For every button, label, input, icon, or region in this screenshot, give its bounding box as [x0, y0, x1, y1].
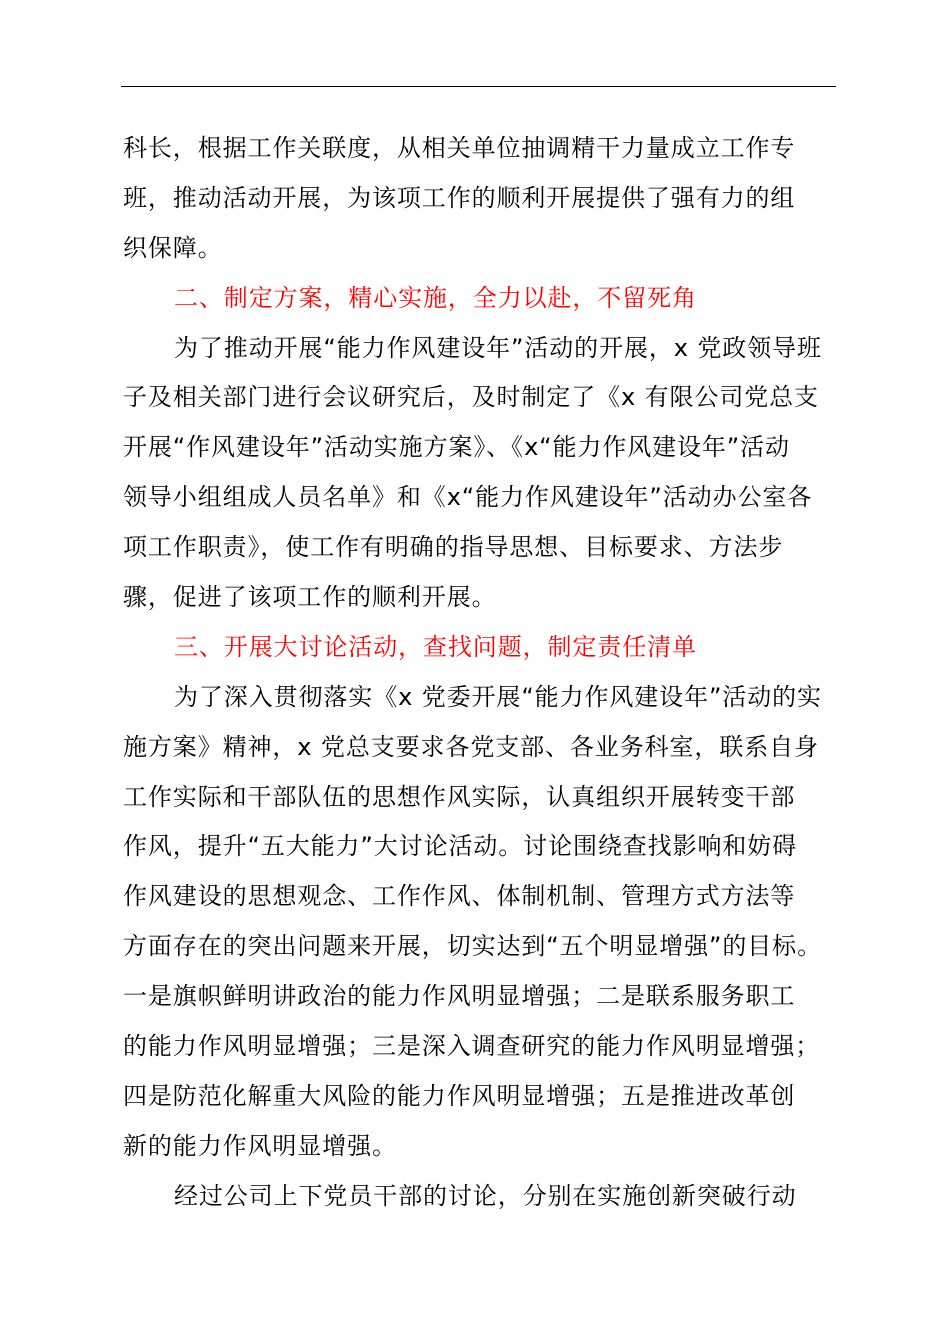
- body-paragraph: [123, 324, 863, 623]
- paragraph-line: 工作实际和干部队伍的思想作风实际，认真组织开展转变干部: [123, 782, 796, 811]
- heading-text: 三、开展大讨论活动，查找问题，制定责任清单: [174, 632, 697, 661]
- paragraph-line: 项工作职责》，使工作有明确的指导思想、目标要求、方法步: [123, 533, 784, 562]
- paragraph-line: 领导小组组成人员名单》和《x“能力作风建设年”活动办公室各: [123, 483, 813, 512]
- paragraph-line: 骤，促进了该项工作的顺利开展。: [123, 583, 497, 612]
- paragraph-line: 班，推动活动开展，为该项工作的顺利开展提供了强有力的组: [123, 183, 796, 212]
- paragraph-line: 作风建设的思想观念、工作作风、体制机制、管理方式方法等: [123, 882, 796, 911]
- section-heading: [123, 623, 863, 673]
- body-paragraph: [123, 124, 863, 274]
- paragraph-line: 织保障。: [123, 233, 223, 262]
- paragraph-line: 新的能力作风明显增强。: [123, 1131, 397, 1160]
- paragraph-line: 作风，提升“五大能力”大讨论活动。讨论围绕查找影响和妨碍: [123, 832, 798, 861]
- paragraph-line: 一是旗帜鲜明讲政治的能力作风明显增强；二是联系服务职工: [123, 982, 796, 1011]
- paragraph-line: 开展“作风建设年”活动实施方案》、《x“能力作风建设年”活动: [123, 433, 790, 462]
- body-paragraph: [123, 1172, 863, 1222]
- paragraph-line: 方面存在的突出问题来开展，切实达到“五个明显增强”的目标。: [123, 932, 822, 961]
- heading-text: 二、制定方案，精心实施，全力以赴，不留死角: [174, 283, 697, 312]
- document-body: [123, 124, 863, 1222]
- paragraph-line: 为了深入贯彻落实《x 党委开展“能力作风建设年”活动的实: [174, 682, 822, 711]
- header-rule: [121, 86, 836, 87]
- section-heading: [123, 274, 863, 324]
- paragraph-line: 经过公司上下党员干部的讨论，分别在实施创新突破行动: [174, 1181, 797, 1210]
- paragraph-line: 为了推动开展“能力作风建设年”活动的开展，x 党政领导班: [174, 333, 822, 362]
- paragraph-line: 科长，根据工作关联度，从相关单位抽调精干力量成立工作专: [123, 134, 796, 162]
- body-paragraph: [123, 673, 863, 1172]
- paragraph-line: 的能力作风明显增强；三是深入调查研究的能力作风明显增强；: [123, 1032, 821, 1061]
- paragraph-line: 四是防范化解重大风险的能力作风明显增强；五是推进改革创: [123, 1081, 796, 1110]
- paragraph-line: 子及相关部门进行会议研究后，及时制定了《x 有限公司党总支: [123, 383, 819, 412]
- paragraph-line: 施方案》精神，x 党总支要求各党支部、各业务科室，联系自身: [123, 732, 819, 761]
